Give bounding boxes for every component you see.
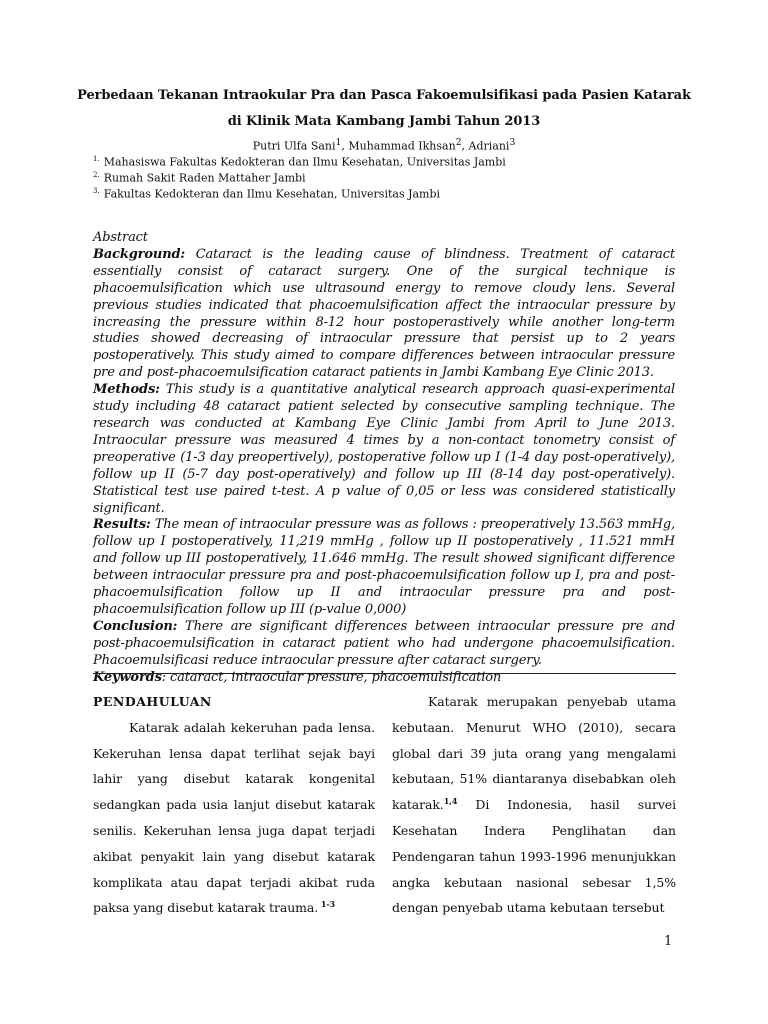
affiliation-item <box>93 187 440 201</box>
page-number: 1 <box>664 934 673 949</box>
affiliation-number: 3. <box>93 187 100 195</box>
results-label: Results: <box>93 517 151 533</box>
abstract-methods <box>93 382 675 517</box>
author-name: Muhammad Ikhsan <box>348 139 456 153</box>
affiliation-text: Mahasiswa Fakultas Kedokteran dan Ilmu Kesehatan, Universitas Jambi <box>103 155 506 169</box>
body-paragraph <box>93 715 375 921</box>
author-name: Putri Ulfa Sani <box>252 139 336 153</box>
keywords-label: Keywords <box>93 669 162 685</box>
section-heading: PENDAHULUAN <box>93 694 212 709</box>
keywords-text: : cataract, intraocular pressure, phacoemulsification <box>161 669 502 685</box>
affiliation-text: Rumah Sakit Raden Mattaher Jambi <box>103 171 306 185</box>
abstract-results <box>93 517 675 618</box>
author-name: Adriani <box>468 139 510 153</box>
conclusion-text: There are significant differences between intraocular pressure pre and post-phacoemulsification in cataract patient who had undergone phacoemulsification. Phacoemulsificasi reduce intraocular pressure after cataract surgery. <box>93 618 675 668</box>
affiliation-number: 2. <box>93 171 100 179</box>
results-text: The mean of intraocular pressure was as follows : preoperatively 13.563 mmHg, follow up I postoperatively, 11,219 mmHg , follow up II postoperatively , 11.521 mmH and follow up III postoperatively, 11.646 mmHg. The result showed significant difference between intraocular pressure pra and post-phacoemulsification follow up I, pra and post-phacoemulsification follow up II and intraocular pressure pra and post-phacoemulsification follow up III (p-value 0,000) <box>93 517 675 617</box>
affiliation-item <box>93 171 306 185</box>
paragraph-text: Katarak merupakan penyebab utama kebutaan. Menurut WHO (2010), secara global dari 39 juta orang yang mengalami kebutaan, 51% diantaranya disebabkan oleh katarak. <box>392 694 676 813</box>
background-label: Background: <box>93 246 186 262</box>
conclusion-label: Conclusion: <box>93 618 178 634</box>
paper-title-line-1: Perbedaan Tekanan Intraokular Pra dan Pasca Fakoemulsifikasi pada Pasien Katarak <box>77 88 691 103</box>
affiliation-text: Fakultas Kedokteran dan Ilmu Kesehatan, Universitas Jambi <box>103 187 441 201</box>
methods-label: Methods: <box>93 382 160 398</box>
author-affiliation-mark: 1 <box>335 137 342 148</box>
affiliation-item <box>93 155 506 169</box>
author-list: Putri Ulfa Sani$^1$, Muhammad Ikhsan$^2$, Adriani$^3$ <box>252 137 516 153</box>
background-text: Cataract is the leading cause of blindness. Treatment of cataract essentially consist of cataract surgery. One of the surgical technique is phacoemulsification which use ultrasound energy to remove cloudy lens. Several previous studies indicated that phacoemulsification affect the intraocular pressure by increasing the pressure within 8-12 hour postoperastively while another long-term studies showed decreasing of intraocular pressure that persist up to 2 years postoperatively. This study aimed to compare differences between intraocular pressure pre and post-phacoemulsification cataract patients in Jambi Kambang Eye Clinic 2013. <box>93 246 675 381</box>
body-column-right <box>392 689 676 921</box>
affiliation-number: 1. <box>93 155 100 163</box>
author-affiliation-mark: 3 <box>509 137 516 148</box>
paragraph-text: Katarak adalah kekeruhan pada lensa. Kekeruhan lensa dapat terlihat sejak bayi lahir yang disebut katarak kongenital sedangkan pada usia lanjut disebut katarak senilis. Kekeruhan lensa juga dapat terjadi akibat penyakit lain yang disebut katarak komplikata atau dapat terjadi akibat ruda paksa yang disebut katarak trauma. <box>93 719 375 916</box>
author-affiliation-mark: 2 <box>455 137 462 148</box>
paragraph-text: Di Indonesia, hasil survei Kesehatan Indera Penglihatan dan Pendengaran tahun 1993-1996 menunjukkan angka kebutaan nasional sebesar 1,5% dengan penyebab utama kebutaan tersebut <box>392 797 676 916</box>
body-paragraph <box>392 689 676 921</box>
citation-mark: 1-3 <box>318 899 335 910</box>
abstract-background <box>93 247 675 382</box>
citation-mark: 1,4 <box>443 796 458 807</box>
abstract-heading: Abstract <box>93 230 148 245</box>
methods-text: This study is a quantitative analytical research approach quasi-experimental study including 48 cataract patient selected by consecutive sampling technique. The research was conducted at Kambang Eye Clinic Jambi from April to June 2013. Intraocular pressure was measured 4 times by a non-contact tonometry consist of preoperative (1-3 day preopertively), postoperative follow up I (1-4 day post-operatively), follow up II (5-7 day post-operatively) and follow up III (8-14 day post-operatively). Statistical test use paired t-test. A p value of 0,05 or less was considered statistically significant. <box>93 382 675 516</box>
section-divider <box>93 673 676 674</box>
abstract-conclusion <box>93 619 675 670</box>
paper-title-line-2: di Klinik Mata Kambang Jambi Tahun 2013 <box>227 114 541 129</box>
abstract-block <box>93 230 675 686</box>
body-column-left <box>93 689 375 921</box>
